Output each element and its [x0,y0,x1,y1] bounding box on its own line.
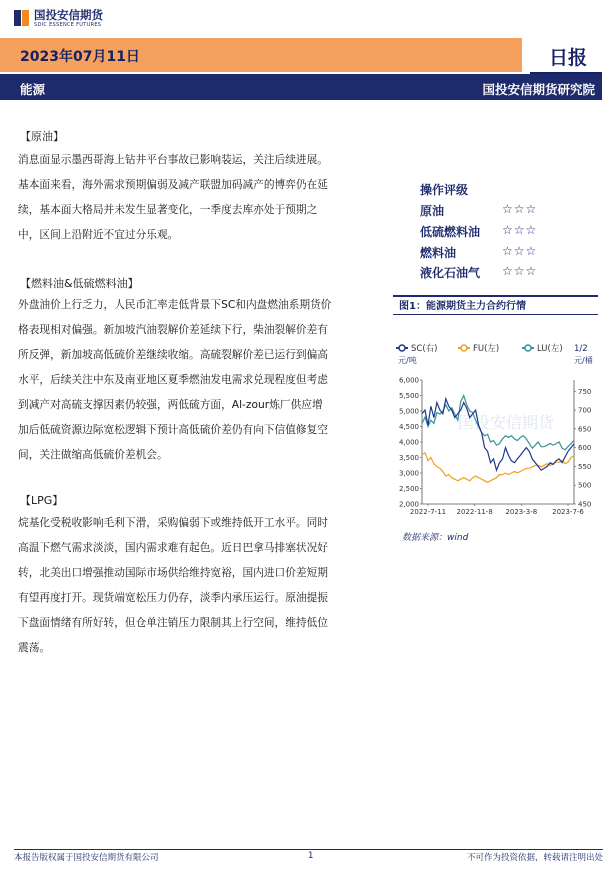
text-line: 转，北美出口增强推动国际市场供给维持宽裕，国内进口价差短期 [18,566,328,579]
rating-stars: ☆☆☆ [502,223,538,237]
text-line: 格表现相对偏强。新加坡汽油裂解价差延续下行，柴油裂解价差有 [18,323,328,336]
text-line: 中，区间上沿附近不宜过分乐观。 [18,228,179,241]
right-tick-label: 500 [578,481,592,490]
price-chart [394,338,604,524]
rating-title: 操作评级 [420,183,469,197]
left-axis-unit: 元/吨 [398,356,417,365]
report-sector: 能源 [20,82,46,97]
left-tick-label: 5,500 [398,392,419,400]
left-tick-label: 2,000 [398,500,419,509]
report-date: 2023年07月11日 [20,49,140,65]
company-logo [14,8,103,29]
text-line: 加后低硫资源边际宽松逻辑下预计高低硫价差仍有向下信值修复空 [18,423,328,436]
text-line: 续，基本面大格局并未发生显著变化，一季度去库亦处于预期之 [18,203,318,216]
text-line: 高温下燃气需求淡淡，国内需求难有起色。近日巴拿马排塞状况好 [18,541,328,554]
report-type: 日报 [548,47,587,69]
footer-copyright: 本报告版权属于国投安信期货有限公司 [14,853,159,863]
rating-stars: ☆☆☆ [502,202,538,216]
rating-row [420,202,537,219]
x-tick-label: 2022-11-8 [456,508,493,516]
left-tick-label: 4,000 [398,438,419,447]
footer-divider [14,849,603,850]
right-tick-label: 650 [578,425,592,434]
text-line: 水平，后续关注中东及南亚地区夏季燃油发电需求兑现程度但考虑 [18,373,328,386]
legend-label: SC(右) [411,344,438,354]
text-line: 到减产对高硫支撑因素仍较强，两低硫方面，Al-zour炼厂供应增 [18,398,323,411]
text-line: 烷基化受税收影响毛利下滑，采购偏弱下或维持低开工水平。同时 [18,516,328,529]
footer-disclaimer: 不可作为投资依据，转载请注明出处 [466,853,603,863]
rating-row [420,244,537,261]
left-tick-label: 2,500 [398,485,419,493]
chart-watermark: 国投安信期货 [457,413,555,432]
section-heading-lpg: 【LPG】 [20,494,64,507]
left-tick-label: 5,000 [398,407,419,416]
page-number: 1 [308,851,314,861]
rating-product-name: 原油 [420,204,445,218]
right-tick-label: 700 [578,406,592,415]
text-line: 下盘面情绪有所好转，但仓单注销压力限制其上行空间，维持低位 [18,616,328,629]
rating-stars: ☆☆☆ [502,244,538,258]
figure-source: 数据来源：wind [402,533,469,543]
right-tick-label: 450 [578,500,592,509]
left-tick-label: 3,000 [398,469,419,478]
logo-mark-icon [14,8,30,28]
legend-label: LU(左) [537,344,563,354]
x-tick-label: 2023-3-8 [505,508,538,516]
right-axis-unit: 元/桶 [574,356,593,365]
section-body-lpg [18,510,380,660]
rating-row [420,264,537,281]
section-heading-fuel-oil: 【燃料油&低硫燃料油】 [20,277,139,290]
text-line: 基本面来看，海外需求预期偏弱及减产联盟加码减产的博弈仍在延 [18,178,328,191]
text-line: 外盘油价上行乏力，人民币汇率走低背景下SC和内盘燃油系期货价 [18,298,332,311]
left-tick-label: 6,000 [398,376,419,385]
legend-label: FU(左) [473,344,500,354]
text-line: 有望再度打开。现货端宽松压力仍存，淡季内承压运行。原油提振 [18,591,328,604]
rating-stars: ☆☆☆ [502,264,538,278]
text-line: 消息面显示墨西哥海上钻井平台事故已影响装运，关注后续进展。 [18,153,328,166]
x-tick-label: 2023-7-6 [552,508,584,516]
logo-text: 国投安信期货 [34,8,103,22]
institute-name: 国投安信期货研究院 [482,82,595,97]
legend-page-indicator: 1/2 [574,344,588,354]
section-body-crude [18,147,380,247]
series-line-sc [422,399,574,470]
rating-product-name: 液化石油气 [420,266,481,280]
right-tick-label: 600 [578,444,592,453]
right-tick-label: 750 [578,387,592,396]
figure-caption: 图1：能源期货主力合约行情 [393,295,598,315]
logo-subtext: SDIC ESSENCE FUTURES [34,22,102,28]
text-line: 所反弹，新加坡高低硫价差继续收缩。高硫裂解价差已运行到偏高 [18,348,328,361]
x-tick-label: 2022-7-11 [409,508,447,516]
text-line: 间，关注做缩高低硫价差机会。 [18,448,168,461]
text-line: 震荡。 [18,641,51,654]
left-tick-label: 3,500 [398,454,419,462]
section-body-fuel-oil [18,292,380,467]
section-heading-crude: 【原油】 [20,130,64,143]
rating-row [420,223,537,240]
left-tick-label: 4,500 [398,423,419,431]
right-tick-label: 550 [578,462,592,471]
rating-product-name: 燃料油 [420,246,457,260]
rating-product-name: 低硫燃料油 [420,225,481,239]
